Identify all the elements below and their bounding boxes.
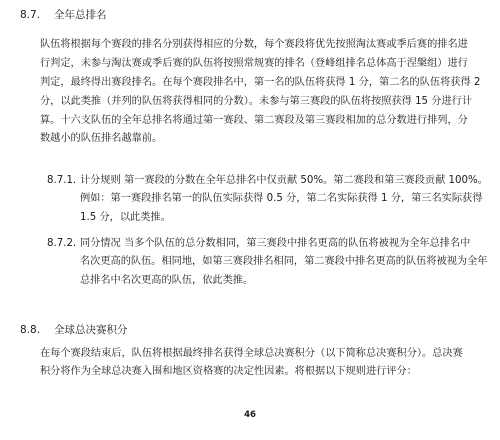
section-8-8-paragraph <box>40 345 488 382</box>
page-number: 46 <box>244 410 256 420</box>
section-8-7-paragraph <box>40 36 488 149</box>
subsection-number-8-7-2: 8.7.2. <box>47 238 77 249</box>
paragraph-line: 行判定，未参与淘汰赛或季后赛的队伍将按照常规赛的排名（登峰组排名总体高于涅槃组）进行 <box>40 57 468 69</box>
section-heading-8-8 <box>20 322 128 338</box>
paragraph-line: 积分将作为全球总决赛入围和地区资格赛的决定性因素。将根据以下规则进行评分： <box>40 366 417 378</box>
section-number: 8.8. <box>20 324 41 336</box>
section-title: 全年总排名 <box>54 9 107 21</box>
subsection-8-7-2-body <box>80 235 492 290</box>
subsection-number-8-7-1: 8.7.1. <box>47 175 77 186</box>
paragraph-line: 判定，最终得出赛段排名。在每个赛段排名中，第一名的队伍将获得 1 分，第二名的队伍将获得 2 <box>40 76 481 88</box>
subsection-line: 1.5 分，以此类推。 <box>80 211 171 223</box>
paragraph-line: 算。十六支队伍的全年总排名将通过第一赛段、第二赛段及第三赛段相加的总分数进行排列，分 <box>40 114 468 126</box>
section-title: 全球总决赛积分 <box>54 324 128 336</box>
subsection-line: 例如：第一赛段排名第一的队伍实际获得 0.5 分，第二名实际获得 1 分，第三名实际获得 <box>80 193 483 205</box>
subsection-line: 计分规则 第一赛段的分数在全年总排名中仅贡献 50%。第二赛段和第三赛段贡献 100%。 <box>80 175 488 186</box>
subsection-line: 总排名中名次更高的队伍，依此类推。 <box>80 274 254 286</box>
paragraph-line: 分，以此类推（并列的队伍将获得相同的分数）。未参与第三赛段的队伍将按照获得 15 分进行计 <box>40 95 473 107</box>
subsection-line: 名次更高的队伍。相同地，如第三赛段排名相同，第二赛段中排名更高的队伍将被视为全年 <box>80 256 488 268</box>
section-number: 8.7. <box>20 9 41 21</box>
subsection-line: 同分情况 当多个队伍的总分数相同，第三赛段中排名更高的队伍将被视为全年总排名中 <box>80 238 471 249</box>
paragraph-line: 在每个赛段结束后，队伍将根据最终排名获得全球总决赛积分（以下简称总决赛积分）。总决赛 <box>40 348 463 359</box>
paragraph-line: 队伍将根据每个赛段的排名分别获得相应的分数，每个赛段将优先按照淘汰赛或季后赛的排名进 <box>40 39 468 50</box>
subsection-8-7-1-body <box>80 172 492 227</box>
paragraph-line: 数越小的队伍排名越靠前。 <box>40 133 163 145</box>
section-heading-8-7 <box>20 7 107 23</box>
